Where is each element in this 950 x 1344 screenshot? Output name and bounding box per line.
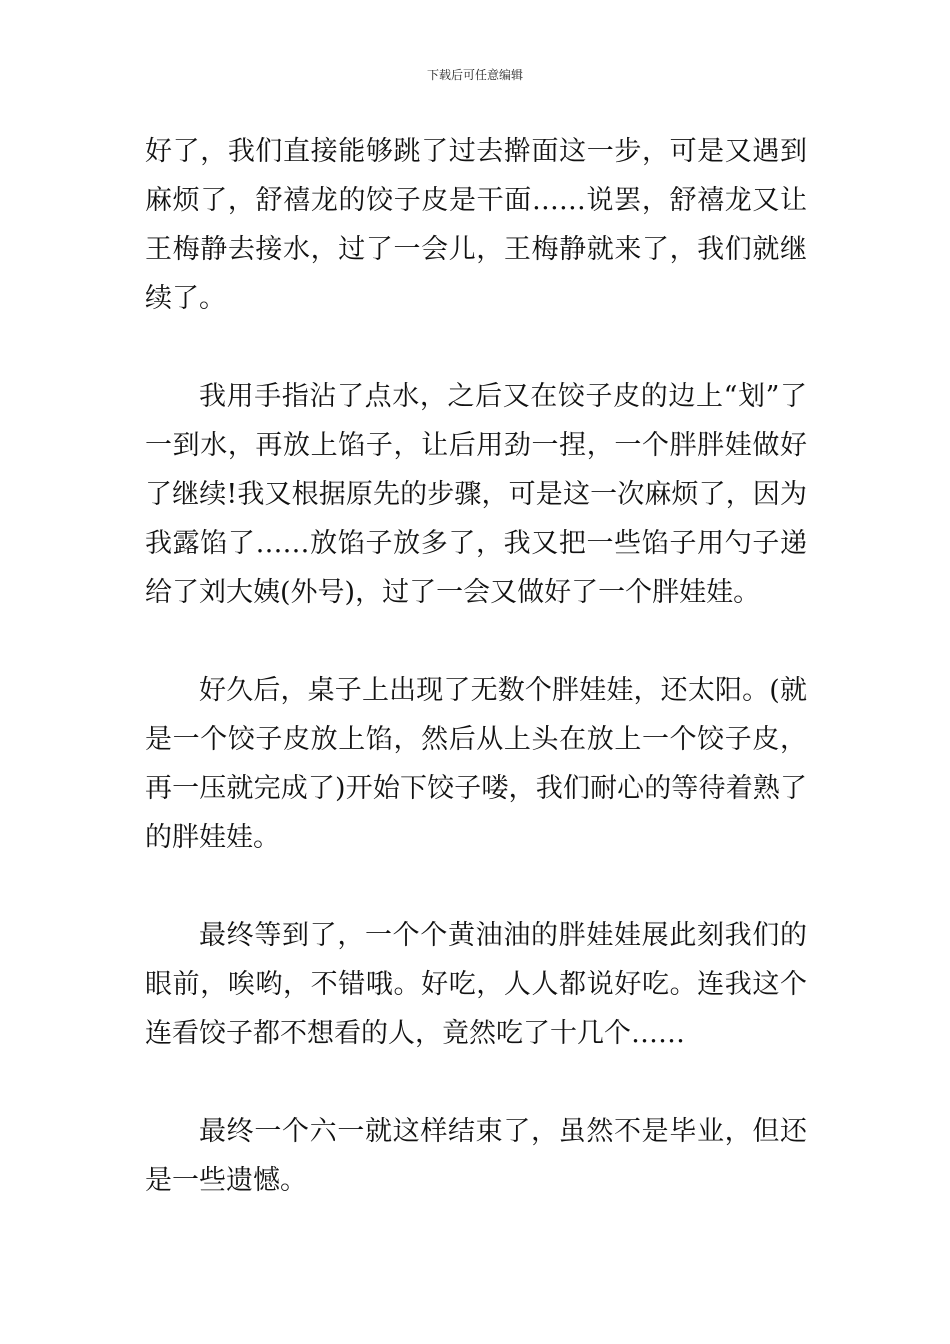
paragraph-1: 好了，我们直接能够跳了过去擀面这一步，可是又遇到麻烦了，舒禧龙的饺子皮是干面……说罢，舒禧龙又让王梅静去接水，过了一会儿，王梅静就来了，我们就继续了。 [145, 136, 807, 314]
paragraph-gap [145, 617, 807, 666]
paragraph-4: 最终等到了，一个个黄油油的胖娃娃展此刻我们的眼前，唉哟，不错哦。好吃，人人都说好吃。连我这个连看饺子都不想看的人，竟然吃了十几个…… [145, 920, 807, 1049]
paragraph-gap [145, 862, 807, 911]
page-header-note: 下载后可任意编辑 [426, 68, 523, 82]
paragraph-5: 最终一个六一就这样结束了，虽然不是毕业，但还是一些遗憾。 [145, 1116, 807, 1196]
paragraph-gap [145, 323, 807, 372]
paragraph-3: 好久后，桌子上出现了无数个胖娃娃，还太阳。(就是一个饺子皮放上馅，然后从上头在放上一个饺子皮，再一压就完成了)开始下饺子喽，我们耐心的等待着熟了的胖娃娃。 [145, 675, 807, 853]
document-body [145, 127, 807, 1205]
paragraph-2: 我用手指沾了点水，之后又在饺子皮的边上“划”了一到水，再放上馅子，让后用劲一捏，一个胖胖娃做好了继续!我又根据原先的步骤，可是这一次麻烦了，因为我露馅了……放馅子放多了，我又把一些馅子用勺子递给了刘大姨(外号)，过了一会又做好了一个胖娃娃。 [145, 381, 807, 608]
paragraph-gap [145, 1058, 807, 1107]
